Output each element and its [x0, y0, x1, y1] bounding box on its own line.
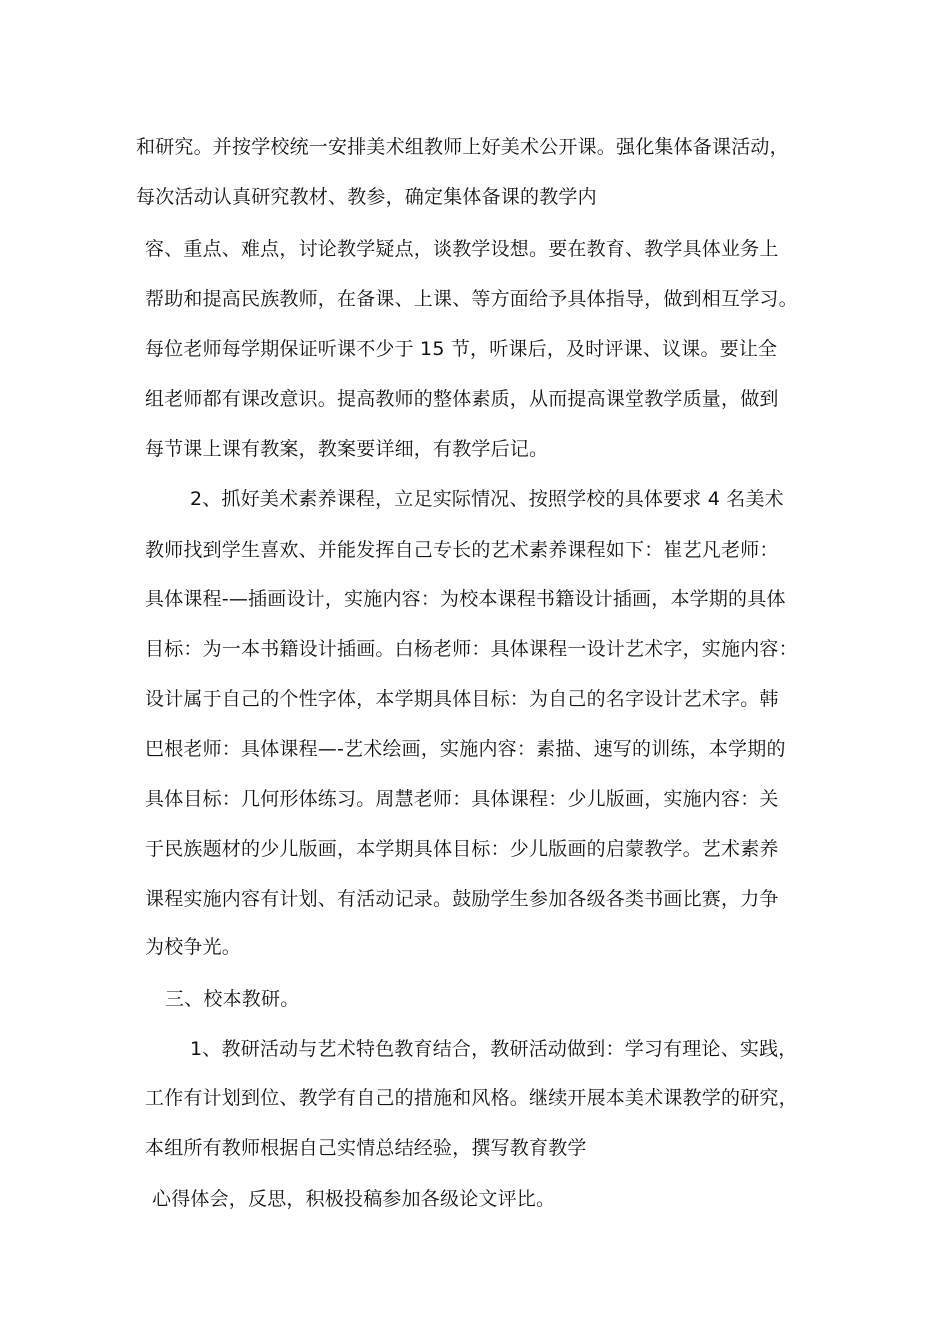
text-line: 于民族题材的少儿版画，本学期具体目标：少儿版画的启蒙教学。艺术素养: [145, 838, 779, 860]
text-line: 和研究。并按学校统一安排美术组教师上好美术公开课。强化集体备课活动，: [136, 136, 789, 158]
text-line: 目标：为一本书籍设计插画。白杨老师：具体课程一设计艺术字，实施内容：: [145, 638, 798, 660]
text-line: 工作有计划到位、教学有自己的措施和风格。继续开展本美术课教学的研究，: [145, 1087, 798, 1109]
text-line: 具体目标：几何形体练习。周慧老师：具体课程：少儿版画，实施内容：关: [145, 788, 779, 810]
text-line: 1、教研活动与艺术特色教育结合，教研活动做到：学习有理论、实践，: [190, 1038, 798, 1060]
text-line: 为校争光。: [145, 936, 242, 958]
text-line: 每节课上课有教案，教案要详细，有教学后记。: [145, 438, 549, 460]
text-line: 本组所有教师根据自己实情总结经验，撰写教育教学: [145, 1137, 587, 1159]
text-line: 每位老师每学期保证听课不少于 15 节，听课后，及时评课、议课。要让全: [145, 338, 778, 360]
text-line: 2、抓好美术素养课程，立足实际情况、按照学校的具体要求 4 名美术: [190, 488, 784, 510]
text-line: 帮助和提高民族教师，在备课、上课、等方面给予具体指导，做到相互学习。: [145, 288, 798, 310]
text-line: 组老师都有课改意识。提高教师的整体素质，从而提高课堂教学质量，做到: [145, 388, 779, 410]
text-line: 每次活动认真研究教材、教参，确定集体备课的教学内: [136, 186, 597, 208]
text-line: 设计属于自己的个性字体，本学期具体目标：为自己的名字设计艺术字。韩: [145, 688, 779, 710]
text-line: 容、重点、难点，讨论教学疑点，谈教学设想。要在教育、教学具体业务上: [145, 238, 779, 260]
text-line: 心得体会，反思，积极投稿参加各级论文评比。: [152, 1188, 556, 1210]
section-heading: 三、校本教研。: [165, 988, 300, 1010]
text-line: 具体课程-—插画设计，实施内容：为校本课程书籍设计插画，本学期的具体: [145, 588, 786, 610]
text-line: 教师找到学生喜欢、并能发挥自己专长的艺术素养课程如下：崔艺凡老师：: [145, 539, 779, 561]
text-line: 巴根老师：具体课程—-艺术绘画，实施内容：素描、速写的训练，本学期的: [145, 738, 786, 760]
text-line: 课程实施内容有计划、有活动记录。鼓励学生参加各级各类书画比赛，力争: [145, 888, 779, 910]
